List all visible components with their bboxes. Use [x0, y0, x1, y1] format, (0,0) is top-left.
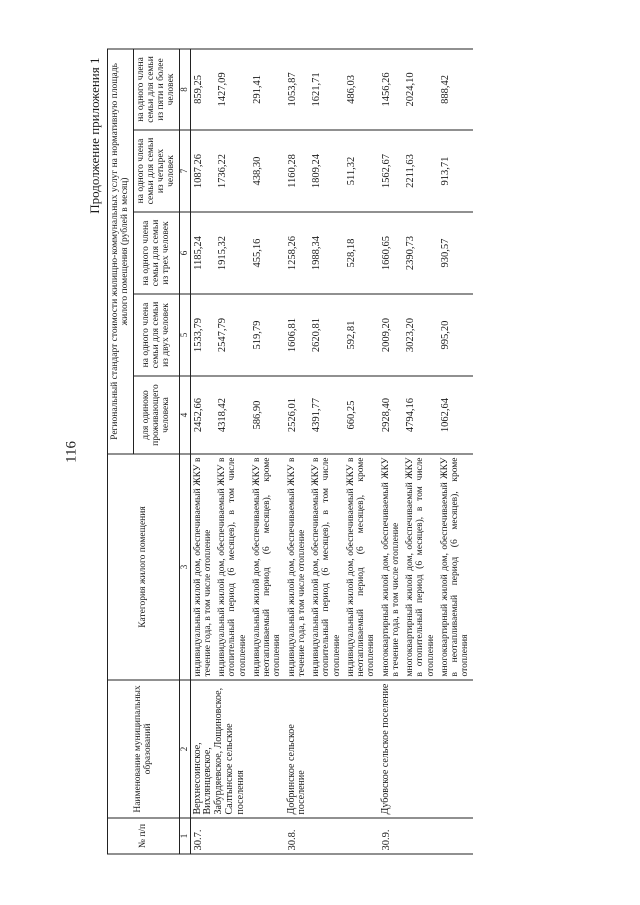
value-five-plus: 2024,10: [403, 49, 438, 130]
row-number: 30.8.: [285, 818, 379, 854]
housing-category: многоквартирный жилой дом, обеспечиваемый ЖКУ в отопительный период (6 месяцев), в том числе отопление: [403, 454, 438, 680]
value-two: 1606,81: [285, 294, 310, 376]
municipality-name: Дубовское сельское поселение: [379, 680, 473, 818]
value-three: 455,16: [250, 212, 285, 294]
rotated-page-content: [85, 50, 555, 855]
header-sub-3: на одного члена семьи для семьи из трех человек: [133, 212, 179, 294]
value-five-plus: 1427,09: [215, 49, 250, 130]
value-three: 930,57: [438, 212, 473, 294]
header-col-name: Наименование муниципальных образований: [108, 680, 180, 818]
value-three: 1660,65: [379, 212, 404, 294]
value-four: 1809,24: [309, 130, 344, 212]
index-cell: 6: [179, 212, 190, 294]
row-number: 30.9.: [379, 818, 473, 854]
value-five-plus: 1621,71: [309, 49, 344, 130]
standards-table: [107, 48, 473, 854]
housing-category: индивидуальный жилой дом, обеспечиваемый ЖКУ в неотапливаемый период (6 месяцев), кроме отопления: [250, 454, 285, 680]
index-cell: 8: [179, 49, 190, 130]
value-two: 3023,20: [403, 294, 438, 376]
value-single: 660,25: [344, 376, 379, 454]
header-sub-4: на одного члена семьи для семьи из четырех человек: [133, 130, 179, 212]
index-cell: 3: [179, 454, 190, 680]
value-four: 1087,26: [190, 130, 215, 212]
table-row: [285, 49, 310, 854]
value-two: 592,81: [344, 294, 379, 376]
value-five-plus: 859,25: [190, 49, 215, 130]
housing-category: многоквартирный жилой дом, обеспечиваемый ЖКУ в неотапливаемый период (6 месяцев), кроме отопления: [438, 454, 473, 680]
value-single: 4318,42: [215, 376, 250, 454]
housing-category: индивидуальный жилой дом, обеспечиваемый ЖКУ в неотапливаемый период (6 месяцев), кроме отопления: [344, 454, 379, 680]
value-single: 586,90: [250, 376, 285, 454]
value-three: 1915,32: [215, 212, 250, 294]
housing-category: многоквартирный жилой дом, обеспечиваемый ЖКУ в течение года, в том числе отопление: [379, 454, 404, 680]
value-three: 1258,26: [285, 212, 310, 294]
value-two: 2547,79: [215, 294, 250, 376]
index-row: [179, 49, 190, 854]
value-five-plus: 1053,87: [285, 49, 310, 130]
value-single: 4391,77: [309, 376, 344, 454]
value-five-plus: 486,03: [344, 49, 379, 130]
table-row: [379, 49, 404, 854]
value-three: 528,18: [344, 212, 379, 294]
value-four: 511,32: [344, 130, 379, 212]
value-three: 2390,73: [403, 212, 438, 294]
value-single: 2452,66: [190, 376, 215, 454]
header-sub-2: на одного члена семьи для семьи из двух человек: [133, 294, 179, 376]
value-three: 1185,24: [190, 212, 215, 294]
value-four: 1160,28: [285, 130, 310, 212]
index-cell: 7: [179, 130, 190, 212]
value-two: 1533,79: [190, 294, 215, 376]
header-col-no: № п/п: [108, 818, 180, 854]
municipality-name: Верхнесоинское, Вихлянцевское, Забурдяевское, Лощиновское, Салтынское сельские поселения: [190, 680, 285, 818]
value-four: 2211,63: [403, 130, 438, 212]
value-two: 2009,20: [379, 294, 404, 376]
value-four: 1562,67: [379, 130, 404, 212]
value-four: 438,30: [250, 130, 285, 212]
index-cell: 2: [179, 680, 190, 818]
value-five-plus: 1456,26: [379, 49, 404, 130]
value-two: 2620,81: [309, 294, 344, 376]
row-number: 30.7.: [190, 818, 285, 854]
header-row-1: [108, 49, 134, 854]
index-cell: 1: [179, 818, 190, 854]
header-sub-1: для одиноко проживающего человека: [133, 376, 179, 454]
header-col-group: Региональный стандарт стоимости жилищно-коммунальных услуг на нормативную площадь жилого помещения (рублей в месяц): [108, 49, 134, 454]
header-col-category: Категория жилого помещения: [108, 454, 180, 680]
value-five-plus: 291,41: [250, 49, 285, 130]
housing-category: индивидуальный жилой дом, обеспечиваемый ЖКУ в течение года, в том числе отопление: [285, 454, 310, 680]
value-single: 2526,01: [285, 376, 310, 454]
value-two: 995,20: [438, 294, 473, 376]
housing-category: индивидуальный жилой дом, обеспечиваемый ЖКУ в течение года, в том числе отопление: [190, 454, 215, 680]
value-two: 519,79: [250, 294, 285, 376]
housing-category: индивидуальный жилой дом, обеспечиваемый ЖКУ в отопительный период (6 месяцев), в том числе отопление: [309, 454, 344, 680]
value-four: 913,71: [438, 130, 473, 212]
value-four: 1736,22: [215, 130, 250, 212]
index-cell: 4: [179, 376, 190, 454]
housing-category: индивидуальный жилой дом, обеспечиваемый ЖКУ в отопительный период (6 месяцев), в том числе отопление: [215, 454, 250, 680]
value-single: 4794,16: [403, 376, 438, 454]
index-cell: 5: [179, 294, 190, 376]
page-number: 116: [63, 441, 80, 463]
value-single: 1062,64: [438, 376, 473, 454]
appendix-title: Продолжение приложения 1: [87, 57, 102, 214]
value-single: 2928,40: [379, 376, 404, 454]
header-sub-5: на одного члена семьи для семьи из пяти и более человек: [133, 49, 179, 130]
value-three: 1988,34: [309, 212, 344, 294]
value-five-plus: 888,42: [438, 49, 473, 130]
table-row: [190, 49, 215, 854]
municipality-name: Добринское сельское поселение: [285, 680, 379, 818]
